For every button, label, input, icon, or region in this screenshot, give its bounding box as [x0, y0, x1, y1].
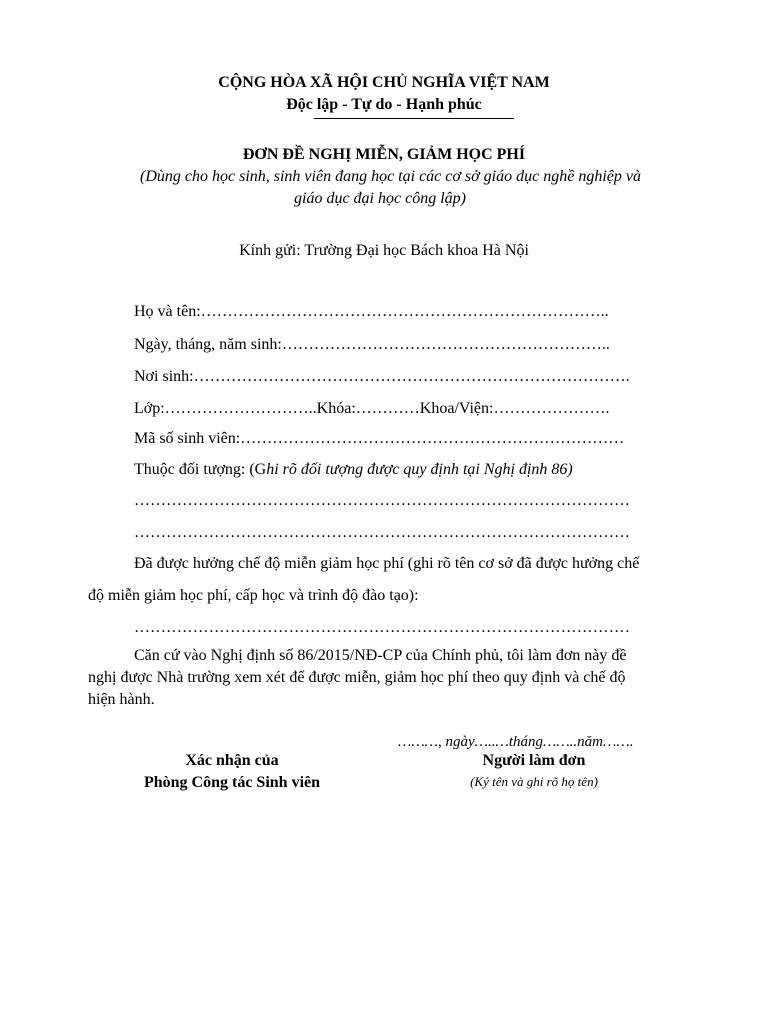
applicant-signature-hint: (Ký tên và ghi rõ họ tên)	[470, 774, 598, 789]
confirm-department: Phòng Công tác Sinh viên	[143, 774, 321, 791]
field-place-of-birth[interactable]: Nơi sinh:……………………………………………………………………….	[134, 368, 630, 385]
field-student-id[interactable]: Mã số sinh viên:………………………………………………………………	[134, 430, 625, 447]
motto: Độc lập - Tự do - Hạnh phúc	[286, 96, 482, 113]
motto-underline	[314, 118, 514, 119]
recipient: Kính gửi: Trường Đại học Bách khoa Hà Nội	[239, 242, 529, 259]
basis-line-2: nghị được Nhà trường xem xét để được miễn, giảm học phí theo quy định và chế độ	[88, 669, 626, 686]
field-class-course-faculty[interactable]: Lớp:………………………..Khóa:…………Khoa/Viện:………………….	[134, 400, 610, 417]
prior-exemption-line-1: Đã được hưởng chế độ miễn giảm học phí (ghi rõ tên cơ sở đã được hưởng chế	[134, 555, 640, 572]
date-line[interactable]: ………, ngày…..…tháng……..năm…….	[398, 734, 634, 750]
field-full-name[interactable]: Họ và tên:…………………………………………………………………..	[134, 303, 609, 320]
country-heading: CỘNG HÒA XÃ HỘI CHỦ NGHĨA VIỆT NAM	[218, 74, 550, 91]
field-beneficiary-type[interactable]	[134, 461, 573, 479]
field-date-of-birth[interactable]: Ngày, tháng, năm sinh:……………………………………………………..	[134, 336, 610, 353]
form-title: ĐƠN ĐỀ NGHỊ MIỄN, GIẢM HỌC PHÍ	[242, 146, 526, 163]
confirm-title: Xác nhận của	[185, 752, 279, 769]
form-subtitle-line-2: giáo dục đại học công lập)	[294, 190, 466, 207]
basis-line-1: Căn cứ vào Nghị định số 86/2015/NĐ-CP của Chính phủ, tôi làm đơn này đề	[134, 647, 627, 664]
basis-line-3: hiện hành.	[88, 691, 155, 708]
applicant-title: Người làm đơn	[482, 752, 586, 769]
prior-exemption-blank-line[interactable]: …………………………………………………………………………………	[134, 619, 630, 636]
form-subtitle-line-1: (Dùng cho học sinh, sinh viên đang học tại các cơ sở giáo dục nghề nghiệp và	[140, 168, 641, 185]
blank-line-2[interactable]: …………………………………………………………………………………	[134, 524, 630, 541]
prior-exemption-line-2: độ miễn giảm học phí, cấp học và trình độ đào tạo):	[88, 587, 419, 604]
beneficiary-type-label: Thuộc đối tượng: (G	[134, 461, 267, 478]
beneficiary-type-hint: hi rõ đối tượng được quy định tại Nghị định 86)	[266, 461, 573, 478]
blank-line-1[interactable]: …………………………………………………………………………………	[134, 492, 630, 509]
